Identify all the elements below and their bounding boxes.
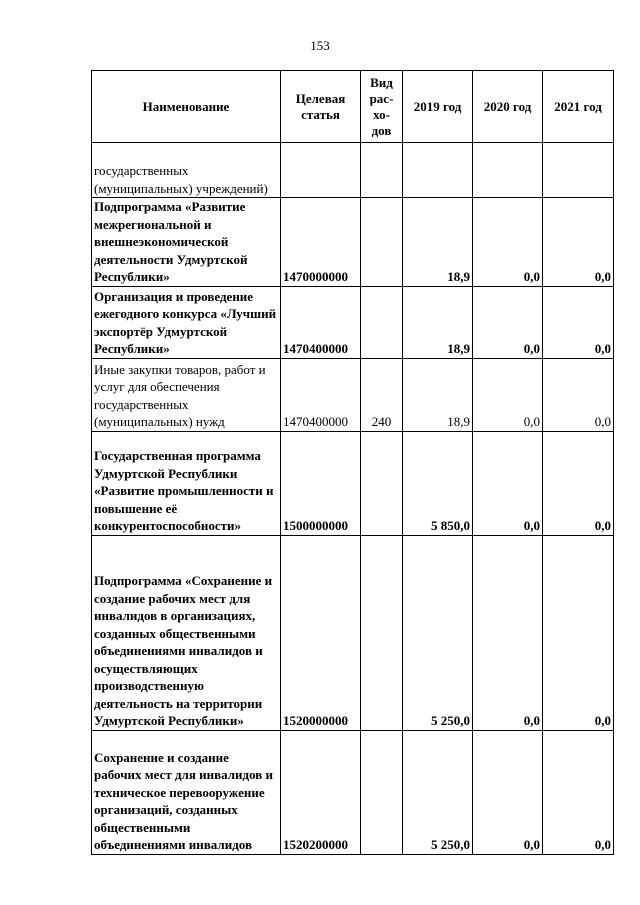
row-2021: 0,0 (543, 535, 614, 730)
row-expense-type (361, 198, 403, 287)
table-row (92, 286, 614, 358)
row-target-article: 1520000000 (281, 535, 361, 730)
row-2019: 5 250,0 (403, 730, 473, 854)
row-target-article: 1520200000 (281, 730, 361, 854)
row-name: Подпрограмма «Сохранение и создание рабочих мест для инвалидов в организациях, созданных общественными объединениями инвалидов и осуществляющих производственную деятельность на территории Удмуртской Республики» (92, 535, 281, 730)
row-2021: 0,0 (543, 286, 614, 358)
row-2019: 18,9 (403, 198, 473, 287)
row-2021: 0,0 (543, 730, 614, 854)
row-2020: 0,0 (473, 198, 543, 287)
row-2019 (403, 143, 473, 198)
row-2020: 0,0 (473, 535, 543, 730)
header-2019: 2019 год (403, 71, 473, 143)
header-2021: 2021 год (543, 71, 614, 143)
header-2020: 2020 год (473, 71, 543, 143)
row-2019: 5 850,0 (403, 431, 473, 535)
row-2020: 0,0 (473, 358, 543, 431)
row-name: Иные закупки товаров, работ и услуг для обеспечения государственных (муниципальных) нужд (92, 358, 281, 431)
row-expense-type: 240 (361, 358, 403, 431)
row-2021: 0,0 (543, 358, 614, 431)
row-expense-type (361, 431, 403, 535)
row-target-article: 1470400000 (281, 358, 361, 431)
table-body (92, 143, 614, 855)
row-name: Сохранение и создание рабочих мест для инвалидов и техническое перевооружение организаций, созданных общественными объединениями инвалидов (92, 730, 281, 854)
row-target-article (281, 143, 361, 198)
table-row (92, 730, 614, 854)
row-expense-type (361, 730, 403, 854)
header-name: Наименование (92, 71, 281, 143)
row-name: Государственная программа Удмуртской Республики «Развитие промышленности и повышение её конкурентоспособности» (92, 431, 281, 535)
header-expense-type: Вид рас- хо- дов (361, 71, 403, 143)
table-row (92, 431, 614, 535)
row-2019: 18,9 (403, 286, 473, 358)
row-2021: 0,0 (543, 431, 614, 535)
row-2020: 0,0 (473, 431, 543, 535)
row-target-article: 1470400000 (281, 286, 361, 358)
row-name: Организация и проведение ежегодного конкурса «Лучший экспортёр Удмуртской Республики» (92, 286, 281, 358)
table-row (92, 358, 614, 431)
row-expense-type (361, 535, 403, 730)
row-expense-type (361, 286, 403, 358)
table-row (92, 535, 614, 730)
row-expense-type (361, 143, 403, 198)
row-2021: 0,0 (543, 198, 614, 287)
header-target-article: Целевая статья (281, 71, 361, 143)
page-number: 153 (310, 38, 330, 53)
table-row (92, 143, 614, 198)
budget-table (91, 70, 614, 855)
row-2021 (543, 143, 614, 198)
table-row (92, 198, 614, 287)
row-2020 (473, 143, 543, 198)
row-target-article: 1500000000 (281, 431, 361, 535)
row-2019: 18,9 (403, 358, 473, 431)
table-header-row (92, 71, 614, 143)
row-2020: 0,0 (473, 730, 543, 854)
row-name: государственных (муниципальных) учреждений) (92, 143, 281, 198)
row-2019: 5 250,0 (403, 535, 473, 730)
row-target-article: 1470000000 (281, 198, 361, 287)
row-2020: 0,0 (473, 286, 543, 358)
row-name: Подпрограмма «Развитие межрегиональной и внешнеэкономической деятельности Удмуртской Республики» (92, 198, 281, 287)
